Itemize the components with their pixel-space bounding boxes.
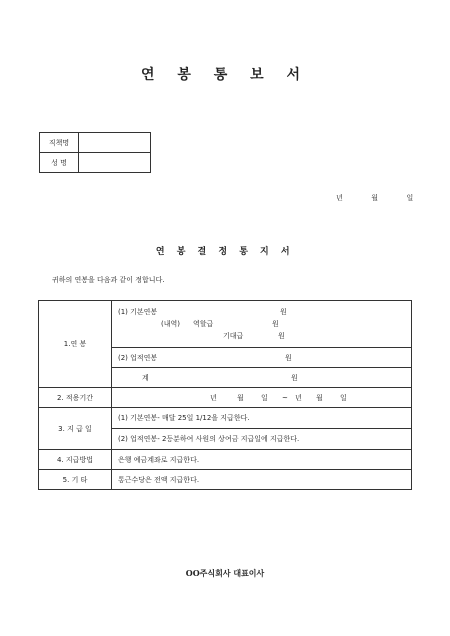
base-salary-unit: 원	[280, 308, 287, 316]
expected-pay-label: 기대급	[223, 332, 244, 340]
document-title: 연 봉 통 보 서	[140, 67, 310, 83]
to-day: 일	[340, 393, 347, 402]
position-label: 직책명	[40, 133, 79, 153]
total-unit: 원	[291, 373, 298, 382]
role-pay-label: 역할급	[193, 320, 214, 328]
perf-salary-cell	[112, 348, 412, 368]
salary-table	[38, 300, 412, 490]
role-pay-unit: 원	[272, 320, 279, 328]
to-year: 년	[295, 393, 302, 402]
row-label-period: 2. 적용기간	[39, 388, 112, 408]
paydate-line1: (1) 기본연봉- 매달 25일 1/12을 지급한다.	[112, 408, 412, 429]
table-row	[39, 301, 412, 348]
table-row	[39, 408, 412, 429]
period-cell	[112, 388, 412, 408]
table-row	[39, 388, 412, 408]
base-salary-label: (1) 기본연봉	[118, 308, 158, 316]
date-day: 일	[406, 194, 414, 202]
issue-date	[336, 193, 413, 203]
table-row	[39, 470, 412, 490]
period-tilde: ~	[282, 393, 288, 402]
name-label: 성 명	[40, 153, 79, 173]
date-month: 월	[371, 194, 378, 202]
date-year: 년	[336, 194, 343, 202]
from-year: 년	[210, 393, 217, 402]
employee-info-table	[39, 132, 151, 173]
perf-salary-unit: 원	[285, 353, 292, 362]
expected-pay-unit: 원	[278, 332, 285, 340]
row-label-paydate: 3. 지 급 일	[39, 408, 112, 450]
to-month: 월	[316, 393, 323, 402]
method-text: 은행 예금계좌로 지급한다.	[112, 450, 412, 470]
base-salary-cell	[112, 301, 412, 348]
signature-line: OO주식회사 대표이사	[185, 568, 265, 578]
name-field[interactable]	[79, 153, 151, 173]
perf-salary-label: (2) 업적연봉	[118, 353, 158, 362]
total-cell	[112, 368, 412, 388]
other-text: 통근수당은 전액 지급한다.	[112, 470, 412, 490]
from-month: 월	[237, 393, 244, 402]
position-field[interactable]	[79, 133, 151, 153]
section-title: 연 봉 결 정 통 지 서	[155, 247, 295, 257]
row-label-salary: 1.연 봉	[39, 301, 112, 388]
row-label-method: 4. 지급방법	[39, 450, 112, 470]
intro-text: 귀하의 연봉을 다음과 같이 정합니다.	[52, 276, 165, 284]
row-label-other: 5. 기 타	[39, 470, 112, 490]
table-row	[39, 450, 412, 470]
paydate-line2: (2) 업적연봉- 2등분하여 사원의 상여금 지급일에 지급한다.	[112, 429, 412, 450]
total-label: 계	[142, 373, 149, 382]
breakdown-label: (내역)	[161, 320, 180, 328]
from-day: 일	[261, 393, 268, 402]
